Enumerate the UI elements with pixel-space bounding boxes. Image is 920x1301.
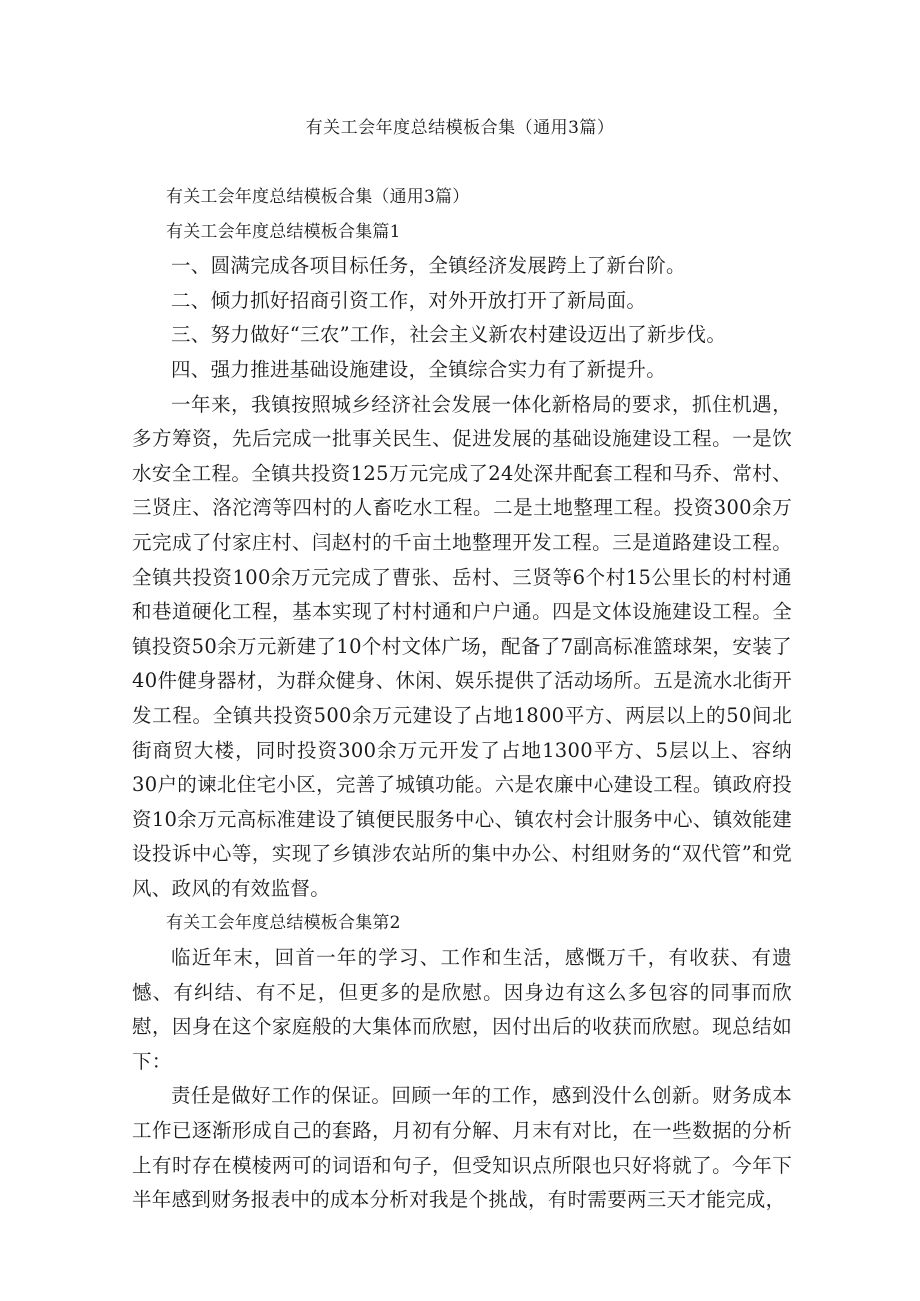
paragraph-heading: 有关工会年度总结模板合集篇1 (166, 221, 401, 242)
paragraph: 责任是做好工作的保证。回顾一年的工作，感到没什么创新。财务成本工作已逐渐形成自己的套路，月初有分解、月末有对比，在一些数据的分析上有时存在模棱两可的词语和句子，但受知识点所限也只好将就了。今年下半年感到财务报表中的成本分析对我是个挑战，有时需要两三天才能完成， (132, 1084, 792, 1212)
paragraph-heading: 有关工会年度总结模板合集（通用3篇） (166, 187, 470, 207)
paragraph: 一年来，我镇按照城乡经济社会发展一体化新格局的要求，抓住机遇，多方筹资，先后完成一批事关民生、促进发展的基础设施建设工程。一是饮水安全工程。全镇共投资125万元完成了24处深井配套工程和马乔、常村、三贤庄、洛沱湾等四村的人畜吃水工程。二是土地整理工程。投资300余万元完成了付家庄村、闫赵村的千亩土地整理开发工程。三是道路建设工程。全镇共投资100余万元完成了曹张、岳村、三贤等6个村15公里长的村村通和巷道硬化工程，基本实现了村村通和户户通。四是文体设施建设工程。全镇投资50余万元新建了10个村文体广场，配备了7副高标准篮球架，安装了40件健身器材，为群众健身、休闲、娱乐提供了活动场所。五是流水北街开发工程。全镇共投资500余万元建设了占地1800平方、两层以上的50间北街商贸大楼，同时投资300余万元开发了占地1300平方、5层以上、容纳30户的谏北住宅小区，完善了城镇功能。六是农廉中心建设工程。镇政府投资10余万元高标准建设了镇便民服务中心、镇农村会计服务中心、镇效能建设投诉中心等，实现了乡镇涉农站所的集中办公、村组财务的“双代管”和党风、政风的有效监督。 (132, 392, 792, 900)
paragraph: 临近年末，回首一年的学习、工作和生活，感慨万千，有收获、有遗憾、有纠结、有不足，但更多的是欣慰。因身边有这么多包容的同事而欣慰，因身在这个家庭般的大集体而欣慰，因付出后的收获而欣慰。现总结如下： (132, 946, 792, 1073)
paragraph-heading: 有关工会年度总结模板合集第2 (166, 913, 401, 934)
paragraph: 一、圆满完成各项目标任务，全镇经济发展跨上了新台阶。 (171, 254, 686, 278)
paragraph: 二、倾力抓好招商引资工作，对外开放打开了新局面。 (171, 288, 647, 312)
paragraph: 三、努力做好“三农”工作，社会主义新农村建设迈出了新步伐。 (171, 323, 727, 347)
document-body (132, 180, 792, 1218)
paragraph: 四、强力推进基础设施建设，全镇综合实力有了新提升。 (171, 357, 667, 381)
document-title: 有关工会年度总结模板合集（通用3篇） (305, 118, 615, 138)
